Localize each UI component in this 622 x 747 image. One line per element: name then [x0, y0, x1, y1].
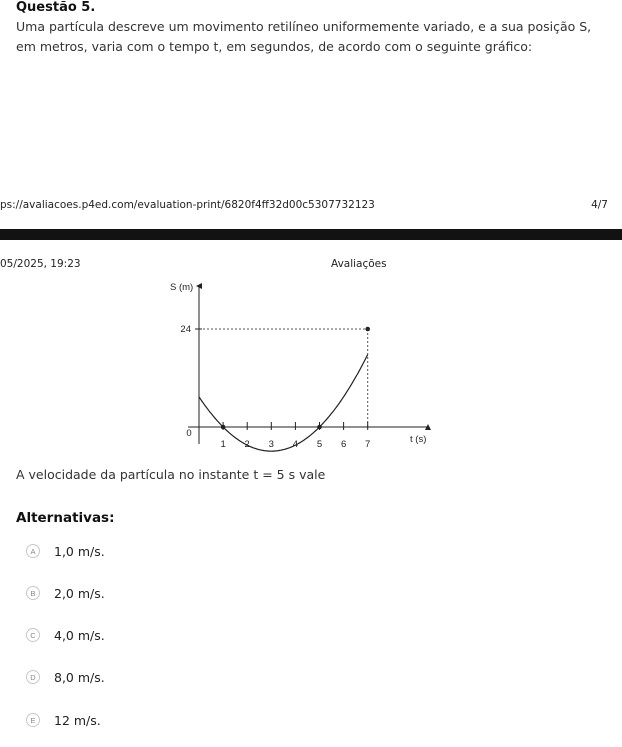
alternative-b[interactable] [26, 584, 105, 602]
position-curve [199, 355, 371, 452]
position-time-chart [0, 270, 622, 465]
x-tick-label: 7 [365, 439, 371, 450]
question-prompt: A velocidade da partícula no instante t = 5 s vale [16, 467, 326, 482]
x-tick-label: 4 [292, 439, 299, 450]
alternative-c[interactable] [26, 626, 105, 644]
question-text: Uma partícula descreve um movimento retilíneo uniformemente variado, e a sua posição S, em metros, varia com o tempo t, em segundos, de acordo com o seguinte gráfico: [16, 19, 592, 54]
x-tick-label: 1 [220, 439, 226, 450]
alternatives-title: Alternativas: [16, 510, 115, 526]
alternative-letter-badge: A [26, 544, 40, 558]
alternative-letter-badge: C [26, 628, 40, 642]
alternative-letter-badge: E [26, 713, 40, 727]
origin-label: 0 [186, 428, 192, 439]
alternative-a[interactable] [26, 542, 105, 560]
alternative-e[interactable] [26, 711, 101, 729]
alternative-text: 12 m/s. [54, 712, 101, 728]
print-header-date: 05/2025, 19:23 [0, 258, 81, 270]
marked-point [221, 425, 226, 430]
alternative-letter-badge: B [26, 586, 40, 600]
print-footer-url: ps://avaliacoes.p4ed.com/evaluation-print/6820f4ff32d00c5307732123 [0, 199, 375, 211]
page-break-bar [0, 229, 622, 240]
x-tick-label: 3 [268, 439, 274, 450]
print-footer-page: 4/7 [591, 199, 608, 211]
alternative-text: 8,0 m/s. [54, 669, 105, 685]
alternative-text: 4,0 m/s. [54, 627, 105, 643]
question-title: Questão 5. [16, 0, 96, 15]
x-tick-label: 5 [316, 439, 323, 450]
x-axis-label: t (s) [410, 434, 427, 445]
x-tick-label: 6 [340, 439, 347, 450]
alternative-text: 1,0 m/s. [54, 543, 105, 559]
x-tick-label: 2 [244, 439, 250, 450]
y-tick-label: 24 [180, 324, 191, 335]
alternative-letter-badge: D [26, 670, 40, 684]
alternative-text: 2,0 m/s. [54, 585, 105, 601]
print-header-title: Avaliações [331, 258, 387, 270]
y-axis-label: S (m) [170, 282, 194, 293]
marked-point [317, 425, 322, 430]
alternative-d[interactable] [26, 668, 105, 686]
marked-point [365, 327, 370, 332]
